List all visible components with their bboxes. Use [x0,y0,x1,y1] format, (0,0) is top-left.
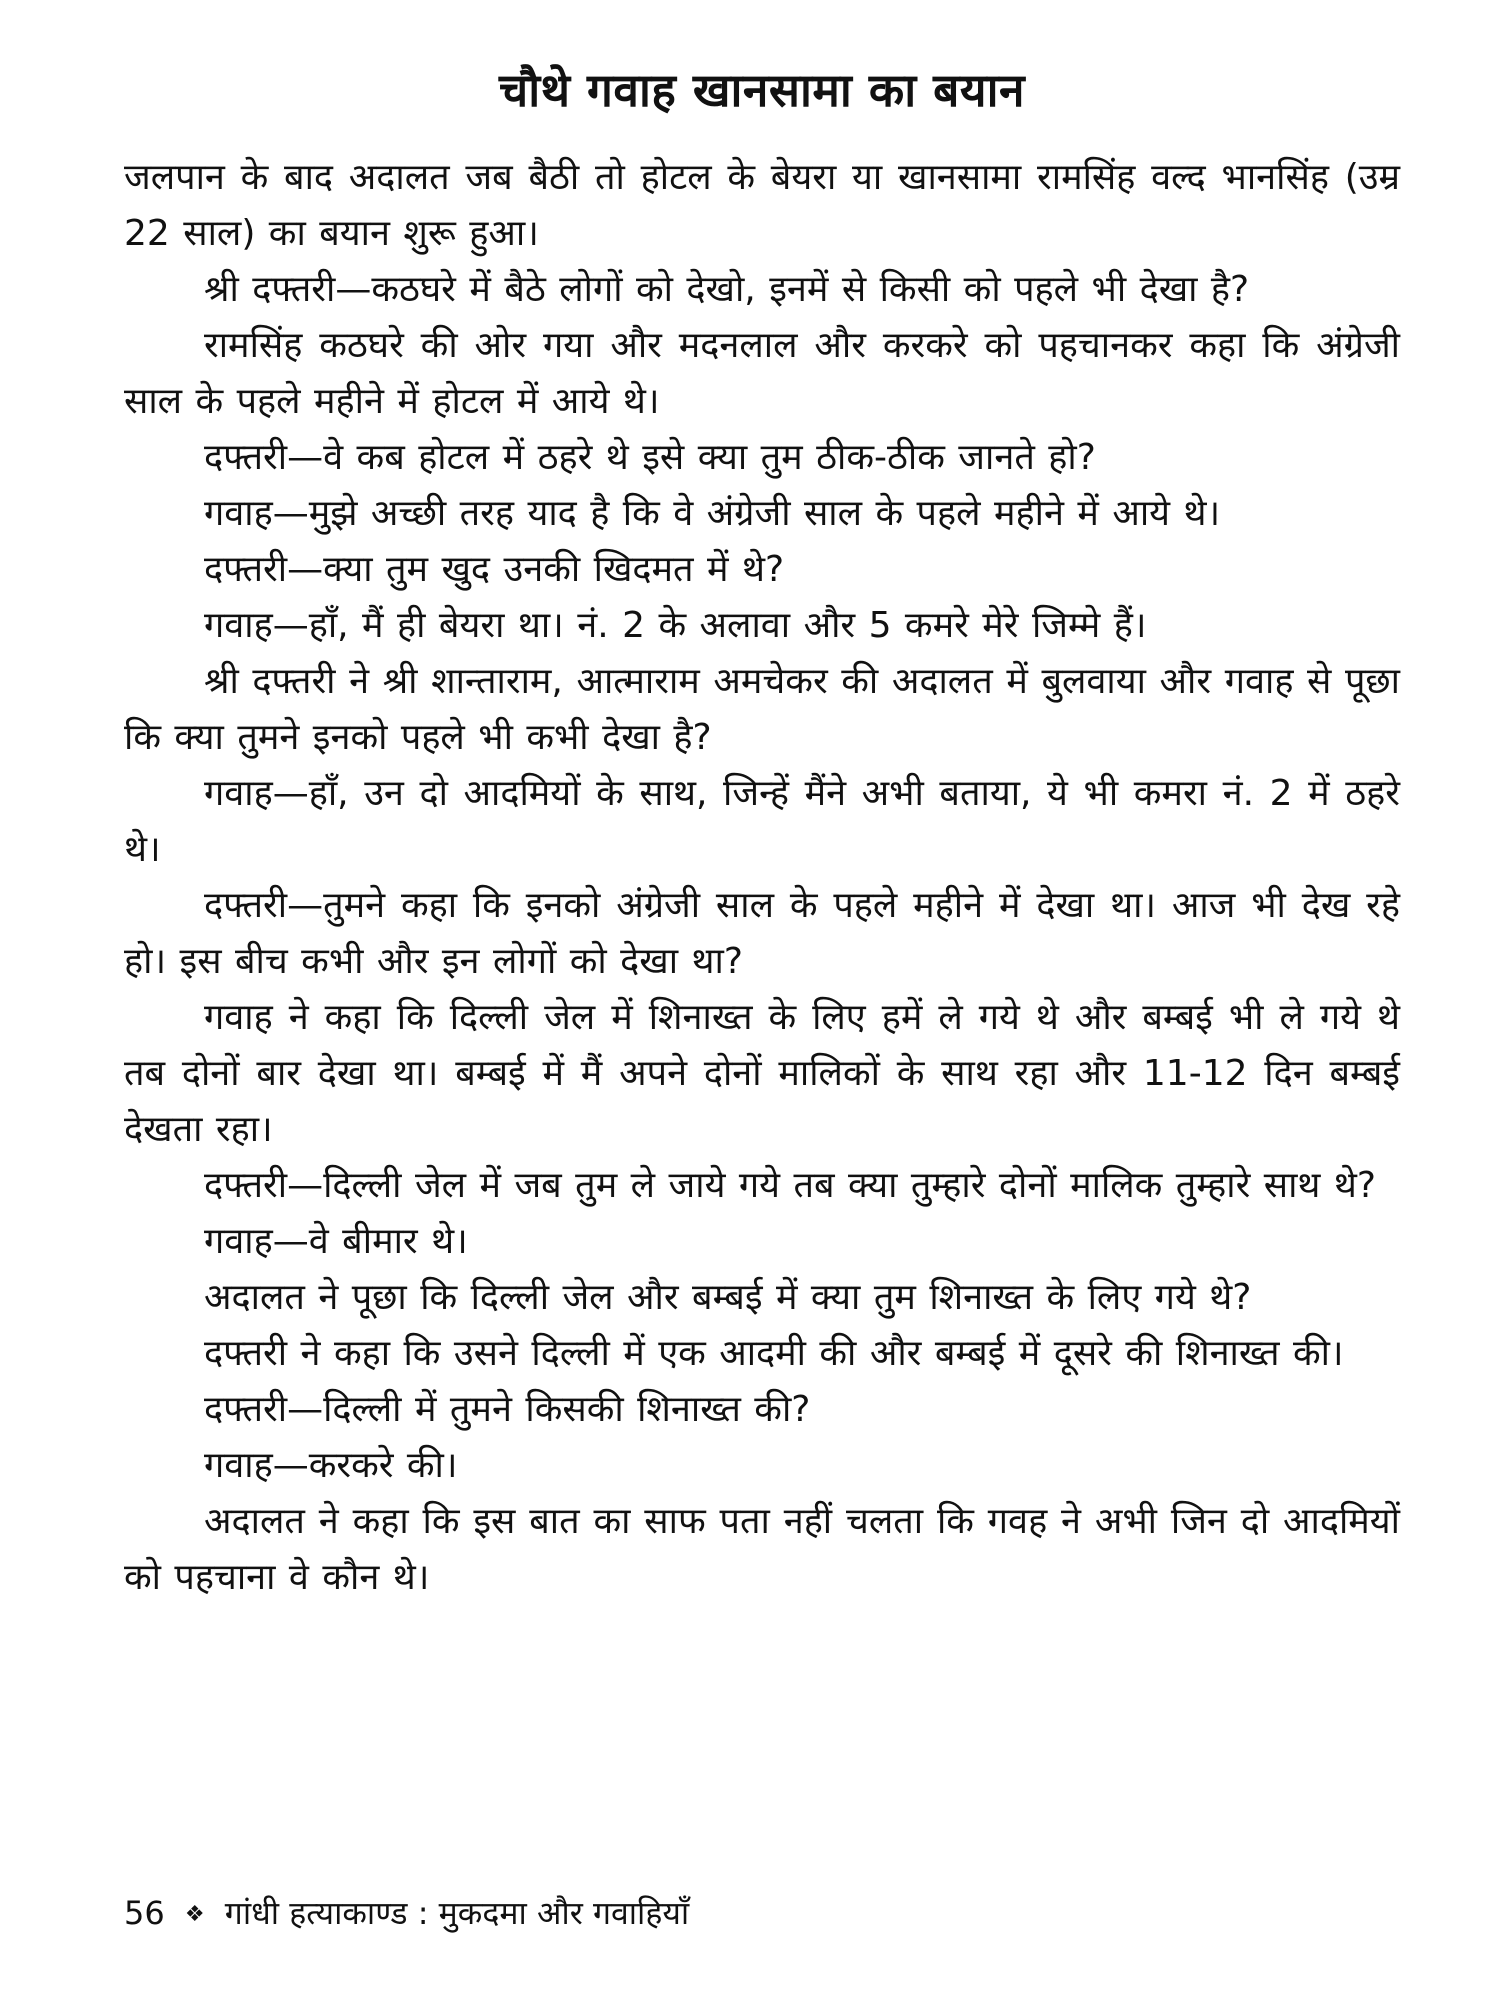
document-page [124,52,1400,2000]
paragraph: गवाह—हाँ, उन दो आदमियों के साथ, जिन्हें मैंने अभी बताया, ये भी कमरा नं. 2 में ठहरे थे। [124,773,1400,870]
paragraph: दफ्तरी—दिल्ली में तुमने किसकी शिनाख्त की? [204,1389,811,1430]
page-number: 56 [124,1894,165,1932]
paragraph: गवाह—मुझे अच्छी तरह याद है कि वे अंग्रेजी साल के पहले महीने में आये थे। [204,493,1221,534]
paragraph: अदालत ने कहा कि इस बात का साफ पता नहीं चलता कि गवह ने अभी जिन दो आदमियों को पहचाना वे कौन थे। [124,1501,1400,1598]
paragraph: गवाह—वे बीमार थे। [204,1221,468,1262]
paragraph: दफ्तरी—क्या तुम खुद उनकी खिदमत में थे? [204,549,785,590]
page-footer [124,1888,689,1940]
paragraph: श्री दफ्तरी ने श्री शान्ताराम, आत्माराम अमचेकर की अदालत में बुलवाया और गवाह से पूछा कि क्या तुमने इनको पहले भी कभी देखा है? [124,661,1400,758]
paragraph: दफ्तरी—वे कब होटल में ठहरे थे इसे क्या तुम ठीक-ठीक जानते हो? [204,437,1096,478]
paragraph: दफ्तरी ने कहा कि उसने दिल्ली में एक आदमी की और बम्बई में दूसरे की शिनाख्त की। [204,1333,1344,1374]
diamond-ornament-icon: ❖ [184,1902,205,1927]
paragraph: दफ्तरी—तुमने कहा कि इनको अंग्रेजी साल के पहले महीने में देखा था। आज भी देख रहे हो। इस बीच कभी और इन लोगों को देखा था? [124,885,1400,982]
page-title: चौथे गवाह खानसामा का बयान [498,63,1026,117]
paragraph: श्री दफ्तरी—कठघरे में बैठे लोगों को देखो, इनमें से किसी को पहले भी देखा है? [204,269,1250,310]
paragraph: रामसिंह कठघरे की ओर गया और मदनलाल और करकरे को पहचानकर कहा कि अंग्रेजी साल के पहले महीने में होटल में आये थे। [124,325,1400,422]
paragraph: गवाह ने कहा कि दिल्ली जेल में शिनाख्त के लिए हमें ले गये थे और बम्बई भी ले गये थे तब दोनों बार देखा था। बम्बई में मैं अपने दोनों मालिकों के साथ रहा और 11-12 दिन बम्बई देखता रहा। [124,997,1400,1150]
paragraph: जलपान के बाद अदालत जब बैठी तो होटल के बेयरा या खानसामा रामसिंह वल्द भानसिंह (उम्र 22 साल) का बयान शुरू हुआ। [124,157,1400,254]
book-title: गांधी हत्याकाण्ड : मुकदमा और गवाहियाँ [224,1894,690,1932]
paragraph: दफ्तरी—दिल्ली जेल में जब तुम ले जाये गये तब क्या तुम्हारे दोनों मालिक तुम्हारे साथ थे? [204,1165,1376,1206]
paragraph: गवाह—करकरे की। [204,1445,458,1486]
body-text [124,150,1400,1606]
paragraph: गवाह—हाँ, मैं ही बेयरा था। नं. 2 के अलावा और 5 कमरे मेरे जिम्मे हैं। [204,605,1147,646]
paragraph: अदालत ने पूछा कि दिल्ली जेल और बम्बई में क्या तुम शिनाख्त के लिए गये थे? [204,1277,1252,1318]
